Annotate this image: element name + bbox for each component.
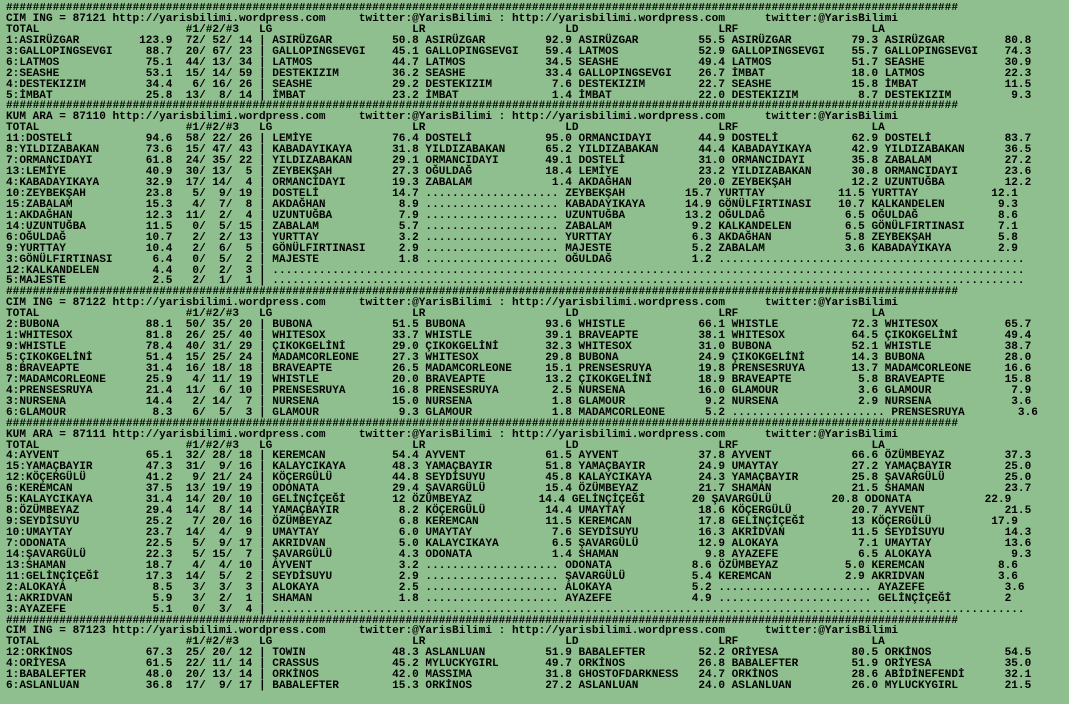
horse-stats-row: 12:KALKANDELEN 4.4 0/ 2/ 3 | ................................................................................................................. — [6, 264, 1025, 277]
column-header-row: TOTAL #1/#2/#3 LG LR LD LRF LA — [6, 122, 885, 135]
horse-stats-row: 1:AKRIDVAN 5.9 3/ 2/ 1 | SHAMAN 1.8 .................... AYAZEFE 4.9 ....................... GELİNÇİÇEĞİ 2 — [6, 592, 1012, 605]
horse-stats-row: 11:DOSTELİ 94.6 58/ 22/ 26 | LEMİYE 76.4 DOSTELİ 95.0 ORMANCIDAYI 44.9 DOSTELİ 62.9 DOSTELİ 83.7 — [6, 133, 1032, 146]
horse-stats-row: 8:BRAVEAPTE 31.4 16/ 18/ 18 | BRAVEAPTE 26.5 MADAMCORLEONE 15.1 PRENSESRUYA 19.8 PRENSESRUYA 13.7 MADAMCORLEONE 16.6 — [6, 362, 1032, 375]
horse-stats-row: 14:UZUNTUĞBA 11.5 0/ 5/ 15 | ZABALAM 5.7 .................... ZABALAM 9.2 KALKANDELEN 6.5 GÖNÜLFIRTINASI 7.1 — [6, 220, 1018, 233]
horse-stats-row: 3:AYAZEFE 5.1 0/ 3/ 4 | ................................................................................................................. — [6, 603, 1025, 616]
horse-stats-row: 6:ASLANLUAN 36.8 17/ 9/ 17 | BABALEFTER 15.3 ORKİNOS 27.2 ASLANLUAN 24.0 ASLANLUAN 26.0 MYLUCKYGIRL 21.5 — [6, 680, 1032, 693]
horse-stats-row: 6:OĞULDAĞ 10.7 2/ 2/ 13 | YURTTAY 3.2 .................... YURTTAY 6.3 AKDAĞHAN 5.8 ZEYBEKŞAH 5.8 — [6, 231, 1018, 244]
horse-stats-row: 4:AYVENT 65.1 32/ 28/ 18 | KEREMCAN 54.4 AYVENT 61.5 AYVENT 37.8 AYVENT 66.6 ÖZÜMBEYAZ 37.3 — [6, 450, 1032, 463]
horse-stats-row: 9:SEYDİSUYU 25.2 7/ 20/ 16 | ÖZÜMBEYAZ 6.8 KEREMCAN 11.5 KEREMCAN 17.8 GELİNÇİÇEĞİ 13 KÖÇERGÜLÜ 17.9 — [6, 516, 1018, 529]
horse-stats-row: 5:İMBAT 25.8 13/ 8/ 14 | İMBAT 23.2 İMBAT 1.4 İMBAT 22.0 DESTEKIZIM 8.7 DESTEKIZIM 9.3 — [6, 89, 1032, 102]
race-header: CIM ING = 87121 http://yarisbilimi.wordpress.com twitter:@YarisBilimi : http://yarisbilimi.wordpress.com twitter:@YarisBilimi — [6, 12, 899, 25]
horse-stats-row: 6:GLAMOUR 8.3 6/ 5/ 3 | GLAMOUR 9.3 GLAMOUR 1.8 MADAMCORLEONE 5.2 ....................... PRENSESRUYA 3.6 — [6, 406, 1038, 419]
horse-stats-row: 15:ZABALAM 15.3 4/ 7/ 8 | AKDAĞHAN 8.9 .................... KABADAYIKAYA 14.9 GÖNÜLFIRTINASI 10.7 KALKANDELEN 9.3 — [6, 198, 1018, 211]
horse-stats-row: 11:GELİNÇİÇEĞİ 17.3 14/ 5/ 2 | SEYDİSUYU 2.9 .................... ŞAVARGÜLÜ 5.4 KEREMCAN 2.9 AKRIDVAN 3.6 — [6, 570, 1018, 583]
horse-stats-row: 3:GALLOPINGSEVGI 88.7 20/ 67/ 23 | GALLOPINGSEVGI 45.1 GALLOPINGSEVGI 59.4 LATMOS 52.9 GALLOPINGSEVGI 55.7 GALLOPINGSEVGI 74.3 — [6, 45, 1032, 58]
horse-stats-row: 1:WHITESOX 81.8 26/ 25/ 40 | WHITESOX 33.7 WHISTLE 39.1 BRAVEAPTE 38.1 WHITESOX 64.5 ÇIKOKGELİNİ 49.4 — [6, 330, 1032, 343]
column-header-row: TOTAL #1/#2/#3 LG LR LD LRF LA — [6, 23, 885, 36]
horse-stats-row: 6:KEREMCAN 37.5 13/ 19/ 19 | ODONATA 29.4 ŞAVARGÜLÜ 15.4 ÖZÜMBEYAZ 21.7 SHAMAN 21.5 SHAMAN 23.7 — [6, 483, 1032, 496]
section-separator: ############################################################################################################################################### — [6, 100, 958, 113]
horse-stats-row: 9:YURTTAY 10.4 2/ 6/ 5 | GÖNÜLFIRTINASI 2.9 .................... MAJESTE 5.2 ZABALAM 3.6 KABADAYIKAYA 2.9 — [6, 242, 1018, 255]
horse-stats-row: 12:ORKİNOS 67.3 25/ 20/ 12 | TOWIN 48.3 ASLANLUAN 51.9 BABALEFTER 52.2 ORİYESA 80.5 ORKİNOS 54.5 — [6, 647, 1032, 660]
race-header: KUM ARA = 87111 http://yarisbilimi.wordpress.com twitter:@YarisBilimi : http://yarisbilimi.wordpress.com twitter:@YarisBilimi — [6, 428, 899, 441]
race-header: CIM ING = 87123 http://yarisbilimi.wordpress.com twitter:@YarisBilimi : http://yarisbilimi.wordpress.com twitter:@YarisBilimi — [6, 625, 899, 638]
horse-stats-row: 4:PRENSESRUYA 21.4 11/ 6/ 10 | PRENSESRUYA 16.8 PRENSESRUYA 2.5 NURSENA 16.0 GLAMOUR 3.6 GLAMOUR 7.9 — [6, 384, 1032, 397]
horse-stats-row: 9:WHISTLE 78.4 40/ 31/ 29 | ÇIKOKGELİNİ 29.0 ÇIKOKGELİNİ 32.3 WHITESOX 31.0 BUBONA 52.1 WHISTLE 38.7 — [6, 341, 1032, 354]
column-header-row: TOTAL #1/#2/#3 LG LR LD LRF LA — [6, 308, 885, 321]
horse-stats-row: 5:MAJESTE 2.5 2/ 1/ 1 | ................................................................................................................. — [6, 275, 1025, 288]
horse-stats-row: 10:UMAYTAY 23.7 14/ 4/ 9 | UMAYTAY 6.0 UMAYTAY 7.6 SEYDİSUYU 16.3 AKRİDVAN 11.5 SEYDİSUYU 14.3 — [6, 527, 1032, 539]
horse-stats-row: 4:DESTEKIZIM 34.4 6/ 16/ 26 | SEASHE 29.2 DESTEKIZIM 7.6 DESTEKIZIM 22.7 SEASHE 15.8 İMBAT 11.5 — [6, 78, 1032, 91]
horse-stats-row: 4:ORİYESA 61.5 22/ 11/ 14 | CRASSUS 45.2 MYLUCKYGIRL 49.7 ORKİNOS 26.8 BABALEFTER 51.9 ORİYESA 35.0 — [6, 658, 1032, 671]
horse-stats-row: 5:KALAYCIKAYA 31.4 14/ 20/ 10 | GELİNÇİÇEĞİ 12 ÖZÜMBEYAZ 14.4 GELİNÇİÇEĞİ 20 ŞAVARGÜLÜ 20.8 ODONATA 22.9 — [6, 494, 1012, 507]
horse-stats-row: 8:YILDIZABAKAN 73.6 15/ 47/ 43 | KABADAYIKAYA 31.8 YILDIZABAKAN 65.2 YILDIZABAKAN 44.4 KABADAYIKAYA 42.9 YILDIZABAKAN 36.5 — [6, 144, 1032, 157]
horse-stats-row: 3:GÖNÜLFIRTINASI 6.4 0/ 5/ 2 | MAJESTE 1.8 .................... OĞULDAĞ 1.2 .............................................. — [6, 253, 1025, 266]
race-statistics-listing — [6, 3, 1066, 692]
horse-stats-row: 7:ODONATA 22.5 5/ 9/ 17 | AKRIDVAN 5.0 KALAYCIKAYA 6.5 ŞAVARGÜLÜ 12.9 ALOKAYA 7.1 UMAYTAY 13.6 — [6, 537, 1032, 550]
horse-stats-row: 2:SEASHE 53.1 15/ 14/ 59 | DESTEKIZIM 36.2 SEASHE 33.4 GALLOPINGSEVGI 26.7 İMBAT 18.0 LATMOS 22.3 — [6, 67, 1032, 80]
horse-stats-row: 6:LATMOS 75.1 44/ 13/ 34 | LATMOS 44.7 LATMOS 34.5 SEASHE 49.4 LATMOS 51.7 SEASHE 30.9 — [6, 56, 1032, 69]
horse-stats-row: 2:ALOKAYA 8.5 3/ 3/ 3 | ALOKAYA 2.5 .................... ALOKAYA 5.2 ....................... AYAZEFE 3.6 — [6, 581, 1025, 594]
horse-stats-row: 7:ORMANCIDAYI 61.8 24/ 35/ 22 | YILDIZABAKAN 29.1 ORMANCIDAYI 49.1 DOSTELİ 31.0 ORMANCIDAYI 35.8 ZABALAM 27.2 — [6, 155, 1032, 168]
horse-stats-row: 3:NURSENA 14.4 2/ 14/ 7 | NURSENA 15.0 NURSENA 1.8 GLAMOUR 9.2 NURSENA 2.9 NURSENA 3.6 — [6, 395, 1032, 408]
column-header-row: TOTAL #1/#2/#3 LG LR LD LRF LA — [6, 439, 885, 452]
horse-stats-row: 15:YAMAÇBAYIR 47.3 31/ 9/ 16 | KALAYCIKAYA 48.3 YAMAÇBAYIR 51.8 YAMAÇBAYIR 24.9 UMAYTAY 27.2 YAMAÇBAYIR 25.0 — [6, 461, 1032, 474]
horse-stats-row: 10:ZEYBEKŞAH 23.8 5/ 9/ 19 | DOSTELİ 14.7 .................... ZEYBEKŞAH 15.7 YURTTAY 11.5 YURTTAY 12.1 — [6, 187, 1018, 200]
section-separator: ############################################################################################################################################### — [6, 614, 958, 627]
horse-stats-row: 1:AKDAĞHAN 12.3 11/ 2/ 4 | UZUNTUĞBA 7.9 .................... UZUNTUĞBA 13.2 OĞULDAĞ 6.5 OĞULDAĞ 8.6 — [6, 209, 1018, 222]
horse-stats-row: 8:ÖZÜMBEYAZ 29.4 14/ 8/ 14 | YAMAÇBAYIR 8.2 KÖÇERGÜLÜ 14.4 UMAYTAY 18.6 KÖÇERGÜLÜ 20.7 AYVENT 21.5 — [6, 505, 1032, 518]
column-header-row: TOTAL #1/#2/#3 LG LR LD LRF LA — [6, 636, 885, 649]
horse-stats-row: 7:MADAMCORLEONE 25.9 4/ 11/ 19 | WHISTLE 20.0 BRAVEAPTE 13.2 ÇIKOKGELİNİ 18.9 BRAVEAPTE 5.8 BRAVEAPTE 15.8 — [6, 373, 1032, 386]
horse-stats-row: 13:SHAMAN 18.7 4/ 4/ 10 | AYVENT 3.2 .................... ODONATA 8.6 ÖZÜMBEYAZ 5.0 KEREMCAN 8.6 — [6, 559, 1018, 572]
race-header: KUM ARA = 87110 http://yarisbilimi.wordpress.com twitter:@YarisBilimi : http://yarisbilimi.wordpress.com twitter:@YarisBilimi — [6, 111, 899, 124]
horse-stats-row: 2:BUBONA 88.1 50/ 35/ 20 | BUBONA 51.5 BUBONA 93.6 WHISTLE 66.1 WHISTLE 72.3 WHITESOX 65.7 — [6, 319, 1032, 332]
section-separator: ############################################################################################################################################### — [6, 417, 958, 430]
horse-stats-row: 1:ASIRÜZGAR 123.9 72/ 52/ 14 | ASIRÜZGAR 50.8 ASIRÜZGAR 92.9 ASIRÜZGAR 55.5 ASIRÜZGAR 79.3 ASIRÜZGAR 80.8 — [6, 34, 1032, 47]
section-separator: ############################################################################################################################################### — [6, 3, 958, 14]
horse-stats-row: 1:BABALEFTER 48.0 20/ 13/ 14 | ORKİNOS 42.0 MASSIMA 31.8 GHOSTOFDARKNESS 24.7 ORKİNOS 28.6 ABİDİNEFENDİ 32.1 — [6, 669, 1032, 682]
horse-stats-row: 12:KÖÇERGÜLÜ 41.2 9/ 21/ 24 | KÖÇERGÜLÜ 44.8 SEYDİSUYU 45.8 KALAYCIKAYA 24.3 YAMAÇBAYIR 25.8 ŞAVARGÜLÜ 25.0 — [6, 472, 1032, 485]
horse-stats-row: 4:KABADAYIKAYA 32.9 17/ 14/ 4 | ORMANCIDAYI 19.3 ZABALAM 1.4 AKDAĞHAN 20.0 ZEYBEKŞAH 12.2 UZUNTUĞBA 12.2 — [6, 177, 1032, 189]
race-header: CIM ING = 87122 http://yarisbilimi.wordpress.com twitter:@YarisBilimi : http://yarisbilimi.wordpress.com twitter:@YarisBilimi — [6, 297, 899, 310]
horse-stats-row: 13:LEMİYE 40.9 30/ 13/ 5 | ZEYBEKŞAH 27.3 OĞULDAĞ 18.4 LEMİYE 23.2 YILDIZABAKAN 30.8 ORMANCIDAYI 23.6 — [6, 166, 1032, 179]
horse-stats-row: 5:ÇIKOKGELİNİ 51.4 15/ 25/ 24 | MADAMCORLEONE 27.3 WHITESOX 29.8 BUBONA 24.9 ÇIKOKGELİNİ 14.3 BUBONA 28.0 — [6, 352, 1032, 364]
horse-stats-row: 14:ŞAVARGÜLÜ 22.3 5/ 15/ 7 | ŞAVARGÜLÜ 4.3 ODONATA 1.4 SHAMAN 9.8 AYAZEFE 6.5 ALOKAYA 9.3 — [6, 548, 1032, 561]
section-separator: ############################################################################################################################################### — [6, 286, 958, 299]
